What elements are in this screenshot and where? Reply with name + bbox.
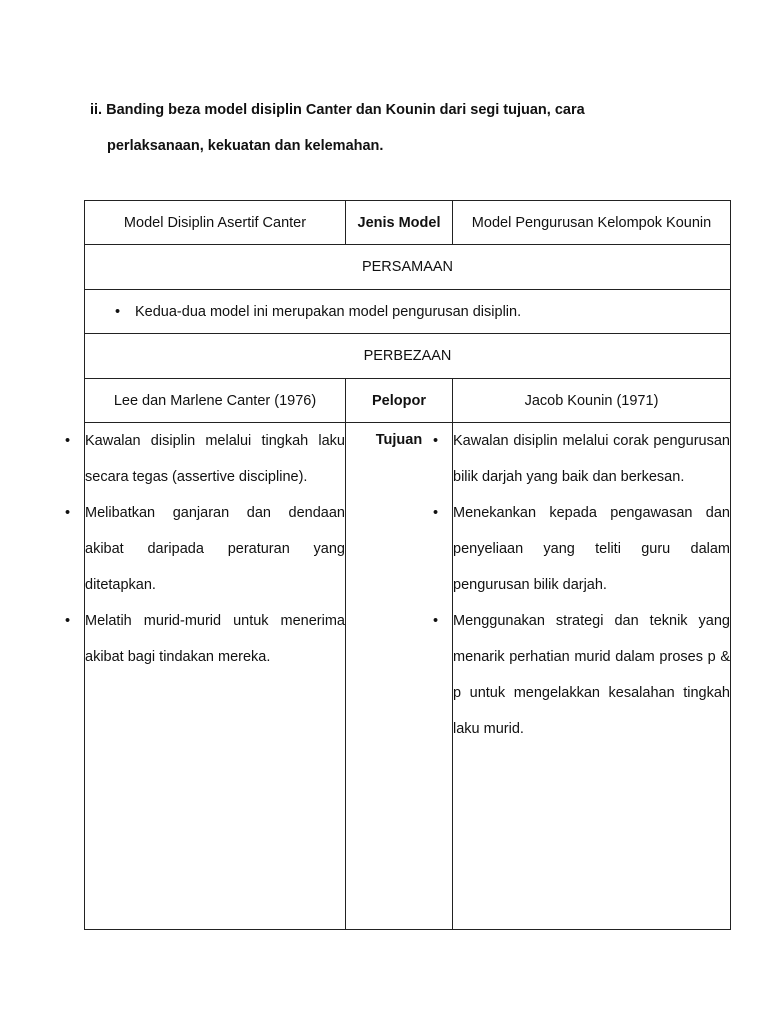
tujuan-kounin-point: • Menekankan kepada pengawasan dan penyeliaan yang teliti guru dalam pengurusan bilik darjah. (453, 495, 730, 603)
perbezaan-title-row (85, 334, 731, 379)
persamaan-point-cell (85, 290, 731, 334)
tujuan-row (85, 423, 731, 930)
question-line-2: perlaksanaan, kekuatan dan kelemahan. (107, 138, 384, 154)
persamaan-title-row (85, 245, 731, 290)
pelopor-kounin: Jacob Kounin (1971) (453, 379, 731, 423)
perbezaan-title: PERBEZAAN (85, 334, 731, 379)
table-header-row (85, 201, 731, 245)
tujuan-canter-point: • Melibatkan ganjaran dan dendaan akibat daripada peraturan yang ditetapkan. (85, 495, 345, 603)
question-line-1: ii. Banding beza model disiplin Canter dan Kounin dari segi tujuan, cara (90, 102, 585, 118)
comparison-table (84, 200, 731, 930)
header-kounin-model: Model Pengurusan Kelompok Kounin (453, 201, 731, 245)
persamaan-point: • Kedua-dua model ini merupakan model pengurusan disiplin. (115, 304, 521, 320)
persamaan-point-row (85, 290, 731, 334)
tujuan-canter-list (85, 423, 345, 675)
tujuan-kounin-cell (453, 423, 731, 930)
header-model-type: Jenis Model (346, 201, 453, 245)
pelopor-canter: Lee dan Marlene Canter (1976) (85, 379, 346, 423)
tujuan-canter-point: • Kawalan disiplin melalui tingkah laku secara tegas (assertive discipline). (85, 423, 345, 495)
persamaan-title: PERSAMAAN (85, 245, 731, 290)
tujuan-canter-point: • Melatih murid-murid untuk menerima akibat bagi tindakan mereka. (85, 603, 345, 675)
tujuan-kounin-point: • Kawalan disiplin melalui corak pengurusan bilik darjah yang baik dan berkesan. (453, 423, 730, 495)
tujuan-canter-cell (85, 423, 346, 930)
tujuan-kounin-point: • Menggunakan strategi dan teknik yang menarik perhatian murid dalam proses p & p untuk mengelakkan kesalahan tingkah laku murid. (453, 603, 730, 747)
question-heading (90, 92, 690, 164)
tujuan-kounin-list (453, 423, 730, 747)
header-canter-model: Model Disiplin Asertif Canter (85, 201, 346, 245)
tujuan-label: Tujuan (375, 432, 423, 448)
pelopor-row (85, 379, 731, 423)
pelopor-label: Pelopor (346, 379, 453, 423)
